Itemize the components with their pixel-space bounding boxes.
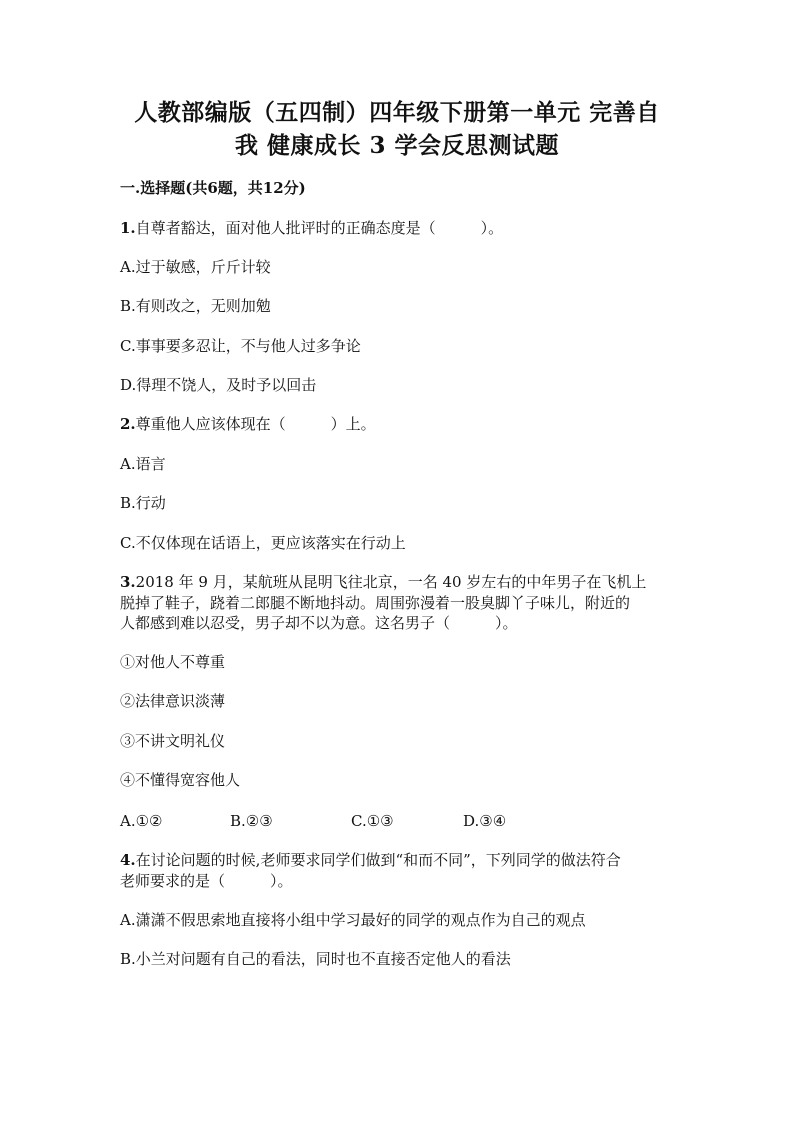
question-text: 2018 年 9 月，某航班从昆明飞往北京，一名 40 岁左右的中年男子在飞机上	[135, 573, 647, 591]
section-heading: 一.选择题(共6题，共12分)	[120, 179, 306, 197]
question-1-option-c: C.事事要多忍让，不与他人过多争论	[120, 337, 361, 355]
question-text: 在讨论问题的时候,老师要求同学们做到“和而不同”，下列同学的做法符合	[135, 851, 621, 869]
question-4-option-b: B.小兰对问题有自己的看法，同时也不直接否定他人的看法	[120, 950, 511, 968]
question-3-option-c: C.①③	[351, 812, 394, 830]
question-4-stem-line-1	[120, 850, 621, 870]
question-number: 1.	[120, 219, 136, 237]
question-text: 自尊者豁达，面对他人批评时的正确态度是（ ）。	[135, 219, 504, 237]
question-text: 尊重他人应该体现在（ ）上。	[135, 415, 376, 433]
question-1-option-b: B.有则改之，无则加勉	[120, 297, 271, 315]
question-2-option-c: C.不仅体现在话语上，更应该落实在行动上	[120, 534, 406, 552]
question-number: 3.	[120, 573, 136, 591]
question-3-stem-line-1	[120, 572, 646, 592]
question-3-option-b: B.②③	[230, 812, 273, 830]
question-3-stem-line-2: 脱掉了鞋子，跷着二郎腿不断地抖动。周围弥漫着一股臭脚丫子味儿，附近的	[120, 594, 631, 612]
question-1-stem	[120, 218, 503, 238]
question-2-option-a: A.语言	[120, 455, 166, 473]
question-number: 4.	[120, 851, 136, 869]
question-3-statement-1: ①对他人不尊重	[120, 653, 226, 671]
question-3-statement-4: ④不懂得宽容他人	[120, 771, 241, 789]
question-4-stem-line-2: 老师要求的是（ ）。	[120, 872, 293, 890]
question-3-statement-3: ③不讲文明礼仪	[120, 732, 226, 750]
question-4-option-a: A.潇潇不假思索地直接将小组中学习最好的同学的观点作为自己的观点	[120, 911, 586, 929]
question-2-option-b: B.行动	[120, 494, 166, 512]
document-title-line-2: 我 健康成长 3 学会反思测试题	[234, 132, 560, 159]
question-3-option-d: D.③④	[463, 812, 507, 830]
question-number: 2.	[120, 415, 136, 433]
question-2-stem	[120, 414, 376, 434]
question-3-stem-line-3: 人都感到难以忍受，男子却不以为意。这名男子（ ）。	[120, 614, 518, 632]
question-1-option-a: A.过于敏感，斤斤计较	[120, 258, 271, 276]
question-3-options-row	[120, 811, 540, 831]
question-3-option-a: A.①②	[120, 812, 163, 830]
question-1-option-d: D.得理不饶人，及时予以回击	[120, 376, 317, 394]
question-3-statement-2: ②法律意识淡薄	[120, 692, 226, 710]
document-title-line-1: 人教部编版（五四制）四年级下册第一单元 完善自	[134, 99, 660, 126]
